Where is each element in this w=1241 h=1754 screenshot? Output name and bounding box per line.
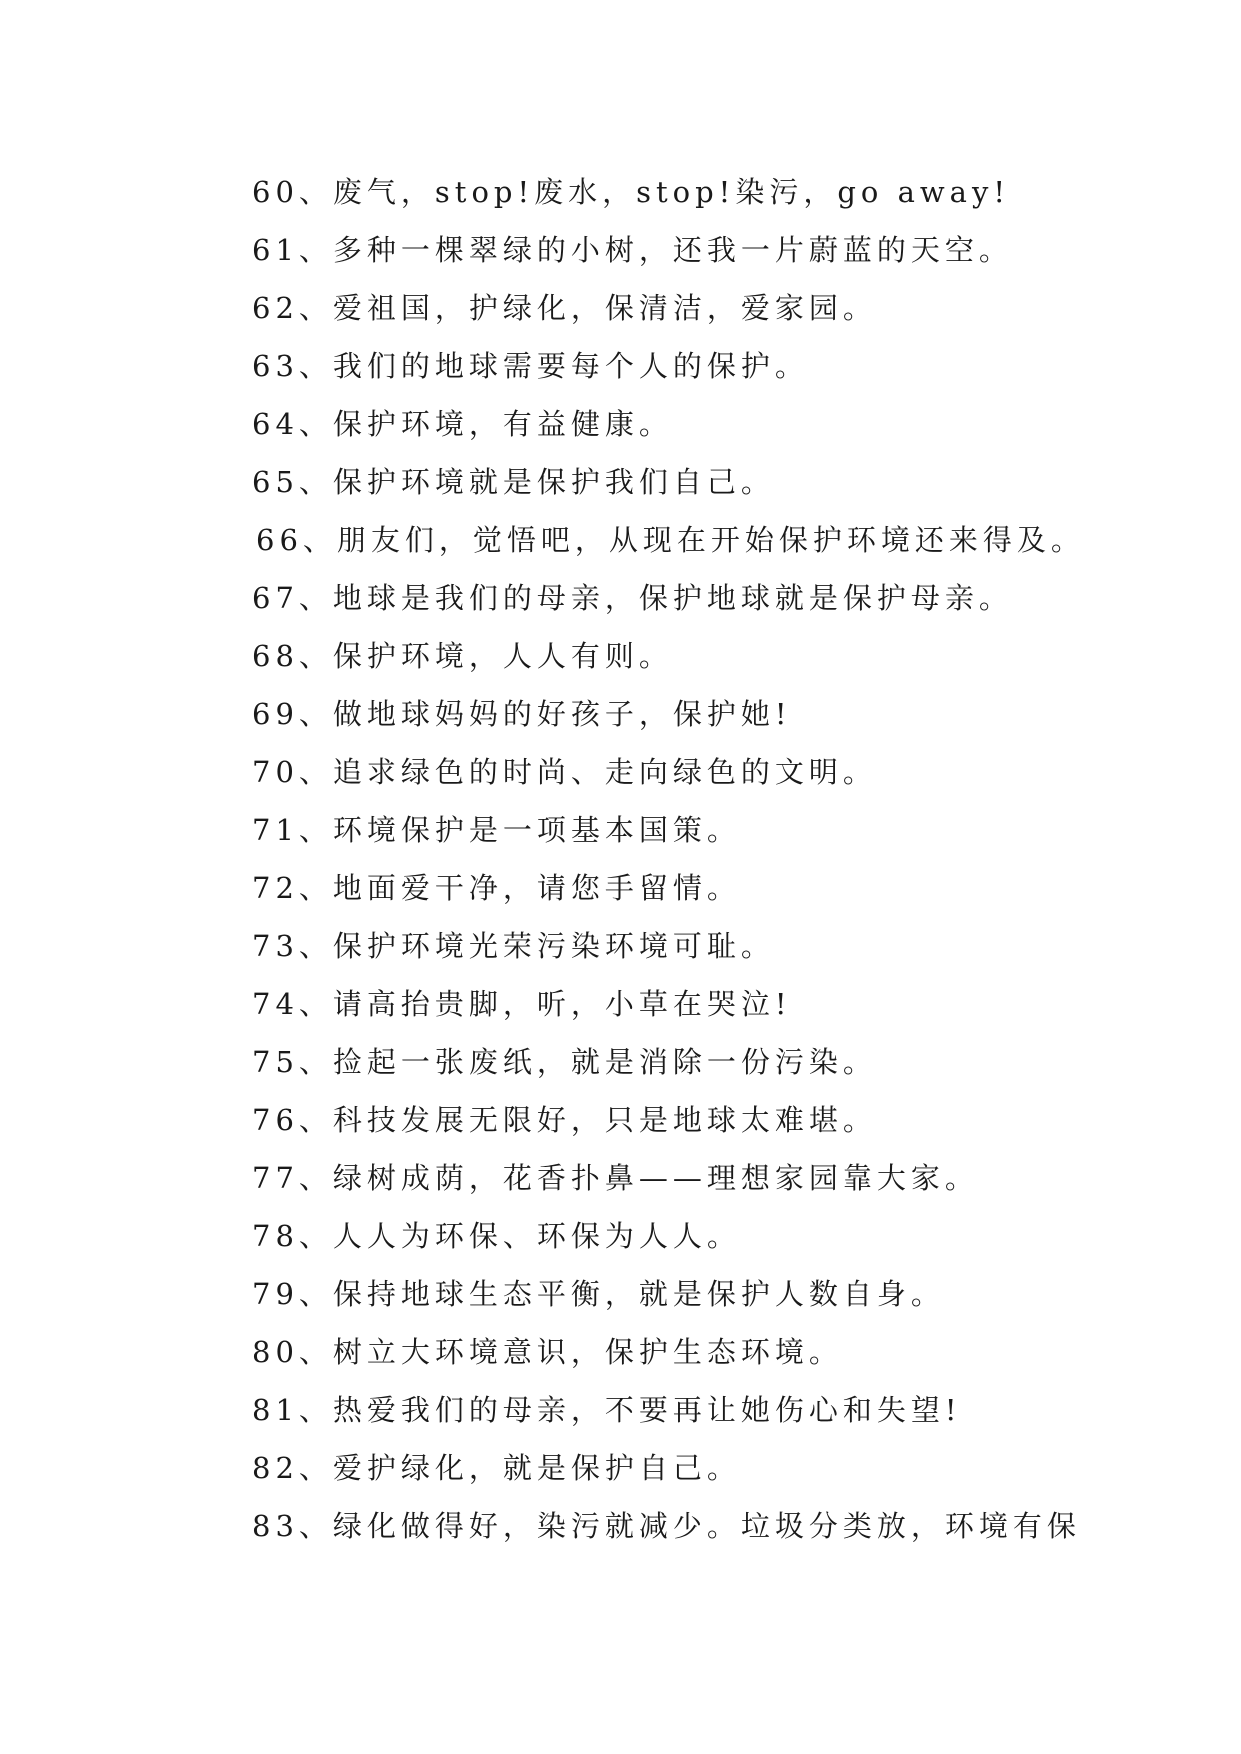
- slogan-line-64: 64、保护环境，有益健康。: [252, 407, 673, 441]
- slogan-line-79: 79、保持地球生态平衡，就是保护人数自身。: [252, 1277, 945, 1311]
- slogan-line-74: 74、请高抬贵脚，听，小草在哭泣!: [252, 987, 792, 1021]
- slogan-line-66: 66、朋友们，觉悟吧，从现在开始保护环境还来得及。: [256, 523, 1085, 557]
- slogan-line-69: 69、做地球妈妈的好孩子，保护她!: [252, 697, 792, 731]
- slogan-line-75: 75、捡起一张废纸，就是消除一份污染。: [252, 1045, 877, 1079]
- slogan-line-78: 78、人人为环保、环保为人人。: [252, 1219, 741, 1253]
- slogan-line-83: 83、绿化做得好，染污就减少。垃圾分类放，环境有保: [252, 1509, 1081, 1543]
- slogan-list: [252, 163, 1152, 1555]
- slogan-line-80: 80、树立大环境意识，保护生态环境。: [252, 1335, 843, 1369]
- slogan-line-73: 73、保护环境光荣污染环境可耻。: [252, 929, 775, 963]
- slogan-line-61: 61、多种一棵翠绿的小树，还我一片蔚蓝的天空。: [252, 233, 1013, 267]
- slogan-line-77: 77、绿树成荫，花香扑鼻——理想家园靠大家。: [252, 1161, 979, 1195]
- slogan-line-68: 68、保护环境，人人有则。: [252, 639, 673, 673]
- slogan-line-63: 63、我们的地球需要每个人的保护。: [252, 349, 809, 383]
- slogan-line-70: 70、追求绿色的时尚、走向绿色的文明。: [252, 755, 877, 789]
- slogan-line-71: 71、环境保护是一项基本国策。: [252, 813, 741, 847]
- slogan-line-60: 60、废气，stop!废水，stop!染污，go away!: [252, 175, 1011, 209]
- slogan-line-82: 82、爱护绿化，就是保护自己。: [252, 1451, 741, 1485]
- slogan-line-81: 81、热爱我们的母亲，不要再让她伤心和失望!: [252, 1393, 962, 1427]
- slogan-line-65: 65、保护环境就是保护我们自己。: [252, 465, 775, 499]
- slogan-line-67: 67、地球是我们的母亲，保护地球就是保护母亲。: [252, 581, 1013, 615]
- slogan-line-62: 62、爱祖国，护绿化，保清洁，爱家园。: [252, 291, 877, 325]
- slogan-line-76: 76、科技发展无限好，只是地球太难堪。: [252, 1103, 877, 1137]
- slogan-line-72: 72、地面爱干净，请您手留情。: [252, 871, 741, 905]
